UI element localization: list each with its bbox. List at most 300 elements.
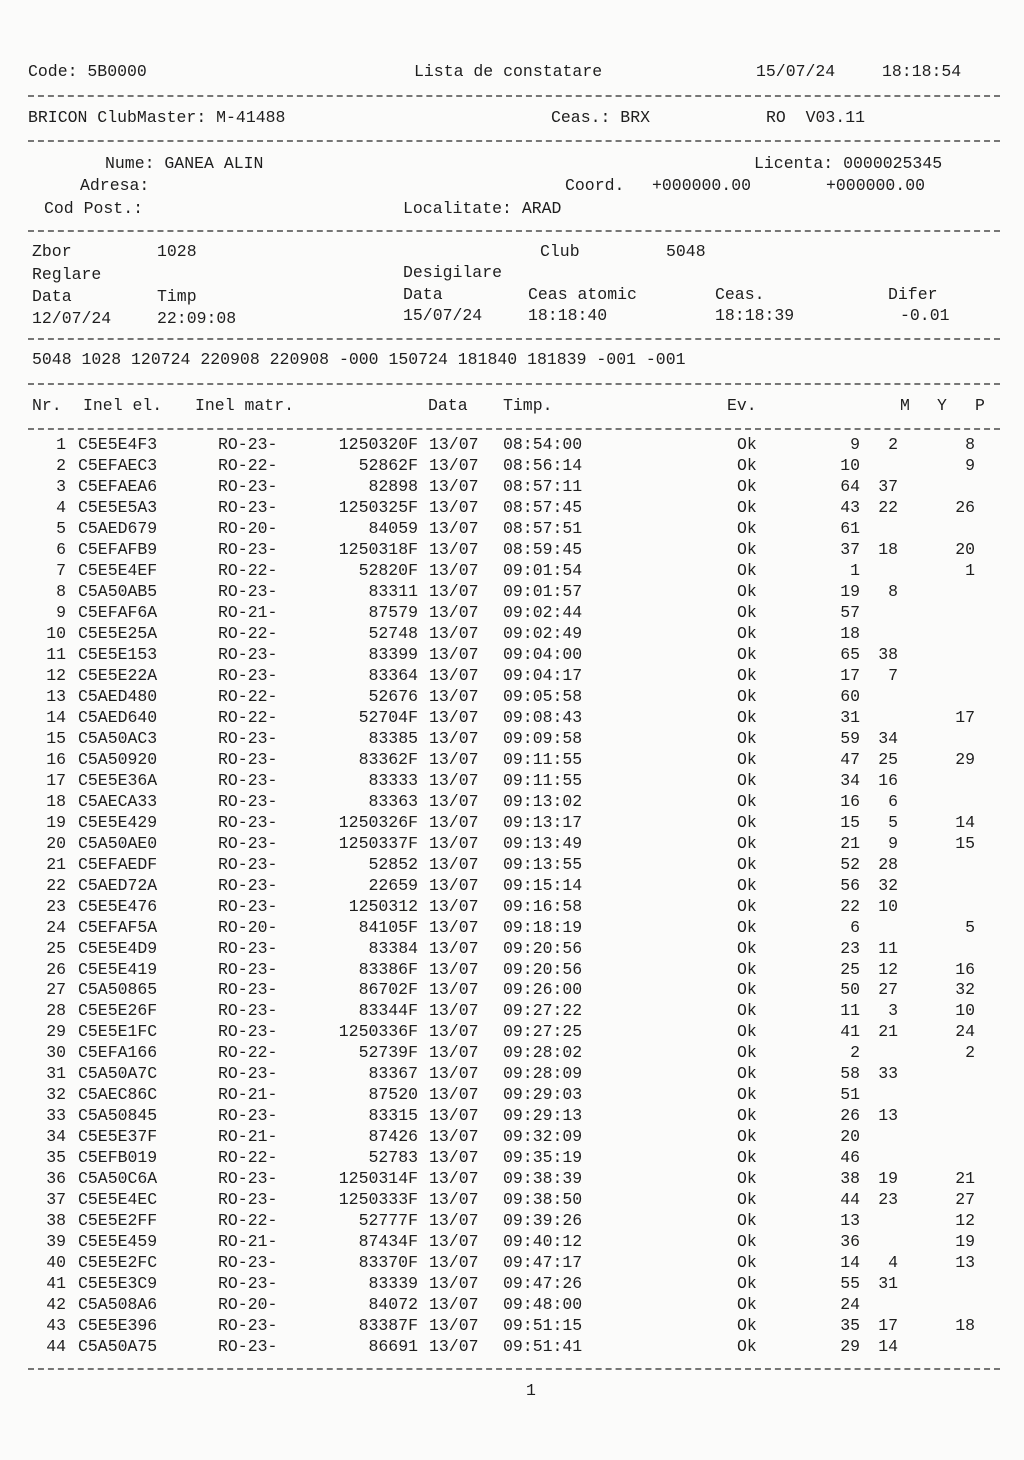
inel-matr-prefix: RO-23- (218, 875, 278, 895)
row-nr: 9 (56, 602, 66, 622)
time: 09:47:17 (503, 1253, 583, 1273)
table-row (0, 834, 1024, 855)
table-row (0, 624, 1024, 645)
inel-matr-number: 1250312 (348, 896, 418, 916)
timp-label: Timp (157, 287, 197, 306)
inel-matr-number: 83315 (368, 1106, 418, 1126)
y-value: 37 (878, 476, 898, 496)
inel-matr-number: 87520 (368, 1085, 418, 1105)
time: 09:27:22 (503, 1001, 583, 1021)
inel-matr-number: 87434F (358, 1232, 418, 1252)
event: Ok (737, 1169, 757, 1189)
time: 09:13:55 (503, 854, 583, 874)
row-nr: 29 (46, 1022, 66, 1042)
inel-el: C5AED640 (78, 707, 158, 727)
event: Ok (737, 980, 757, 1000)
inel-matr-number: 83333 (368, 770, 418, 790)
date: 13/07 (429, 728, 479, 748)
table-row (0, 519, 1024, 540)
divider (28, 230, 1000, 232)
date: 13/07 (429, 959, 479, 979)
inel-matr-number: 22659 (368, 875, 418, 895)
row-nr: 14 (46, 707, 66, 727)
date: 13/07 (429, 896, 479, 916)
inel-el: C5E5E25A (78, 623, 158, 643)
date: 13/07 (429, 1211, 479, 1231)
date: 13/07 (429, 435, 479, 454)
coord-2: +000000.00 (826, 176, 926, 195)
divider (28, 383, 1000, 385)
reglare-data: 12/07/24 (32, 309, 112, 328)
m-value: 23 (840, 938, 860, 958)
time: 09:02:49 (503, 623, 583, 643)
col-ev: Ev. (727, 396, 757, 415)
table-row (0, 1253, 1024, 1274)
row-nr: 20 (46, 833, 66, 853)
date: 13/07 (429, 602, 479, 622)
inel-el: C5A50A75 (78, 1337, 158, 1357)
event: Ok (737, 833, 757, 853)
table-row (0, 477, 1024, 498)
zbor-value: 1028 (157, 242, 197, 261)
p-value: 5 (965, 917, 975, 937)
time: 08:57:51 (503, 518, 583, 538)
inel-el: C5AED480 (78, 686, 158, 706)
inel-matr-prefix: RO-22- (218, 1043, 278, 1063)
m-value: 65 (840, 644, 860, 664)
row-nr: 35 (46, 1148, 66, 1168)
time: 09:40:12 (503, 1232, 583, 1252)
event: Ok (737, 938, 757, 958)
table-row (0, 855, 1024, 876)
event: Ok (737, 1295, 757, 1315)
table-row (0, 876, 1024, 897)
table-row (0, 1043, 1024, 1064)
y-value: 28 (878, 854, 898, 874)
p-value: 1 (965, 560, 975, 580)
p-value: 9 (965, 455, 975, 475)
table-row (0, 813, 1024, 834)
y-value: 22 (878, 497, 898, 517)
club-value: 5048 (666, 242, 706, 261)
inel-el: C5A50845 (78, 1106, 158, 1126)
p-value: 32 (955, 980, 975, 1000)
m-value: 2 (850, 1043, 860, 1063)
clubmaster: BRICON ClubMaster: M-41488 (28, 108, 286, 127)
ceas-label: Ceas. (715, 285, 765, 304)
m-value: 29 (840, 1337, 860, 1357)
row-nr: 40 (46, 1253, 66, 1273)
inel-matr-prefix: RO-23- (218, 959, 278, 979)
y-value: 27 (878, 980, 898, 1000)
date: 13/07 (429, 1190, 479, 1210)
event: Ok (737, 602, 757, 622)
inel-el: C5E5E37F (78, 1127, 158, 1147)
event: Ok (737, 1022, 757, 1042)
time: 09:11:55 (503, 749, 583, 769)
inel-el: C5E5E153 (78, 644, 158, 664)
page-number: 1 (526, 1381, 536, 1400)
row-nr: 31 (46, 1064, 66, 1084)
event: Ok (737, 791, 757, 811)
adresa: Adresa: (80, 176, 150, 195)
date: 13/07 (429, 539, 479, 559)
desigilare-data: 15/07/24 (403, 306, 483, 325)
inel-matr-number: 86691 (368, 1337, 418, 1357)
row-nr: 23 (46, 896, 66, 916)
inel-matr-number: 83363 (368, 791, 418, 811)
divider (28, 95, 1000, 97)
row-nr: 36 (46, 1169, 66, 1189)
table-row (0, 1001, 1024, 1022)
table-row (0, 666, 1024, 687)
cod-post: Cod Post.: (44, 199, 144, 218)
date: 13/07 (429, 812, 479, 832)
event: Ok (737, 1148, 757, 1168)
time: 09:51:41 (503, 1337, 583, 1357)
row-nr: 1 (56, 435, 66, 454)
inel-matr-number: 1250325F (338, 497, 418, 517)
col-inel-matr: Inel matr. (195, 396, 295, 415)
m-value: 43 (840, 497, 860, 517)
m-value: 35 (840, 1316, 860, 1336)
inel-matr-number: 1250326F (338, 812, 418, 832)
time: 08:56:14 (503, 455, 583, 475)
m-value: 46 (840, 1148, 860, 1168)
col-inel-el: Inel el. (83, 396, 163, 415)
inel-matr-prefix: RO-23- (218, 791, 278, 811)
col-y: Y (937, 396, 947, 415)
event: Ok (737, 707, 757, 727)
time: 09:29:03 (503, 1085, 583, 1105)
p-value: 24 (955, 1022, 975, 1042)
m-value: 15 (840, 812, 860, 832)
row-nr: 37 (46, 1190, 66, 1210)
inel-matr-prefix: RO-20- (218, 518, 278, 538)
inel-el: C5E5E4EC (78, 1190, 158, 1210)
date: 13/07 (429, 1064, 479, 1084)
m-value: 44 (840, 1190, 860, 1210)
table-row (0, 498, 1024, 519)
inel-matr-prefix: RO-20- (218, 917, 278, 937)
date: 13/07 (429, 1295, 479, 1315)
inel-el: C5E5E459 (78, 1232, 158, 1252)
inel-el: C5E5E4EF (78, 560, 158, 580)
table-row (0, 1148, 1024, 1169)
p-value: 15 (955, 833, 975, 853)
inel-el: C5EFAEA6 (78, 476, 158, 496)
inel-matr-number: 52748 (368, 623, 418, 643)
inel-matr-prefix: RO-23- (218, 1190, 278, 1210)
date: 13/07 (429, 497, 479, 517)
m-value: 34 (840, 770, 860, 790)
inel-matr-number: 84072 (368, 1295, 418, 1315)
event: Ok (737, 665, 757, 685)
m-value: 52 (840, 854, 860, 874)
inel-el: C5EFA166 (78, 1043, 158, 1063)
m-value: 36 (840, 1232, 860, 1252)
table-row (0, 771, 1024, 792)
inel-matr-number: 83385 (368, 728, 418, 748)
date: 13/07 (429, 980, 479, 1000)
date: 13/07 (429, 1232, 479, 1252)
inel-matr-prefix: RO-23- (218, 1022, 278, 1042)
row-nr: 18 (46, 791, 66, 811)
date: 13/07 (429, 1253, 479, 1273)
inel-el: C5A50920 (78, 749, 158, 769)
table-row (0, 792, 1024, 813)
inel-matr-number: 86702F (358, 980, 418, 1000)
divider (28, 338, 1000, 340)
inel-matr-number: 87426 (368, 1127, 418, 1147)
row-nr: 11 (46, 644, 66, 664)
m-value: 37 (840, 539, 860, 559)
event: Ok (737, 896, 757, 916)
row-nr: 22 (46, 875, 66, 895)
m-value: 19 (840, 581, 860, 601)
m-value: 57 (840, 602, 860, 622)
date: 13/07 (429, 875, 479, 895)
inel-el: C5E5E1FC (78, 1022, 158, 1042)
time: 09:02:44 (503, 602, 583, 622)
m-value: 14 (840, 1253, 860, 1273)
date: 13/07 (429, 1148, 479, 1168)
inel-matr-prefix: RO-22- (218, 455, 278, 475)
row-nr: 13 (46, 686, 66, 706)
y-value: 23 (878, 1190, 898, 1210)
event: Ok (737, 1127, 757, 1147)
event: Ok (737, 1043, 757, 1063)
date: 13/07 (429, 686, 479, 706)
inel-matr-number: 52862F (358, 455, 418, 475)
inel-matr-prefix: RO-20- (218, 1295, 278, 1315)
event: Ok (737, 644, 757, 664)
inel-matr-prefix: RO-23- (218, 1001, 278, 1021)
table-row (0, 1232, 1024, 1253)
col-m: M (900, 396, 910, 415)
y-value: 33 (878, 1064, 898, 1084)
licenta: Licenta: 0000025345 (754, 154, 943, 173)
row-nr: 41 (46, 1274, 66, 1294)
y-value: 4 (888, 1253, 898, 1273)
y-value: 8 (888, 581, 898, 601)
y-value: 13 (878, 1106, 898, 1126)
reglare-label: Reglare (32, 265, 102, 284)
inel-matr-prefix: RO-23- (218, 1337, 278, 1357)
time: 08:57:11 (503, 476, 583, 496)
p-value: 21 (955, 1169, 975, 1189)
p-value: 27 (955, 1190, 975, 1210)
table-row (0, 897, 1024, 918)
p-value: 17 (955, 707, 975, 727)
m-value: 58 (840, 1064, 860, 1084)
time: 09:13:17 (503, 812, 583, 832)
inel-matr-number: 82898 (368, 476, 418, 496)
version: RO V03.11 (766, 108, 866, 127)
inel-el: C5E5E2FC (78, 1253, 158, 1273)
table-row (0, 939, 1024, 960)
m-value: 47 (840, 749, 860, 769)
table-row (0, 435, 1024, 456)
inel-matr-prefix: RO-22- (218, 686, 278, 706)
inel-el: C5EFAF6A (78, 602, 158, 622)
m-value: 50 (840, 980, 860, 1000)
y-value: 14 (878, 1337, 898, 1357)
event: Ok (737, 749, 757, 769)
date: 13/07 (429, 1001, 479, 1021)
time: 09:26:00 (503, 980, 583, 1000)
row-nr: 21 (46, 854, 66, 874)
p-value: 13 (955, 1253, 975, 1273)
date: 13/07 (429, 560, 479, 580)
inel-matr-number: 52852 (368, 854, 418, 874)
date: 13/07 (429, 707, 479, 727)
y-value: 10 (878, 896, 898, 916)
inel-matr-number: 1250320F (338, 435, 418, 454)
inel-el: C5E5E396 (78, 1316, 158, 1336)
date: 13/07 (429, 1316, 479, 1336)
row-nr: 8 (56, 581, 66, 601)
table-row (0, 918, 1024, 939)
time: 09:08:43 (503, 707, 583, 727)
m-value: 38 (840, 1169, 860, 1189)
inel-el: C5A50865 (78, 980, 158, 1000)
p-value: 8 (965, 435, 975, 454)
table-row (0, 582, 1024, 603)
date: 13/07 (429, 1043, 479, 1063)
date: 13/07 (429, 854, 479, 874)
y-value: 19 (878, 1169, 898, 1189)
m-value: 55 (840, 1274, 860, 1294)
time: 09:01:57 (503, 581, 583, 601)
time: 09:38:50 (503, 1190, 583, 1210)
y-value: 9 (888, 833, 898, 853)
table-row (0, 1022, 1024, 1043)
table-row (0, 687, 1024, 708)
m-value: 9 (850, 435, 860, 454)
inel-matr-number: 83344F (358, 1001, 418, 1021)
time: 09:32:09 (503, 1127, 583, 1147)
table-row (0, 708, 1024, 729)
inel-matr-prefix: RO-23- (218, 1253, 278, 1273)
event: Ok (737, 770, 757, 790)
time: 09:11:55 (503, 770, 583, 790)
date: 13/07 (429, 476, 479, 496)
divider (28, 428, 1000, 430)
inel-el: C5A50AB5 (78, 581, 158, 601)
y-value: 32 (878, 875, 898, 895)
y-value: 2 (888, 435, 898, 454)
table-row (0, 456, 1024, 477)
inel-matr-prefix: RO-22- (218, 623, 278, 643)
table-row (0, 1337, 1024, 1358)
row-nr: 25 (46, 938, 66, 958)
event: Ok (737, 497, 757, 517)
inel-matr-prefix: RO-22- (218, 560, 278, 580)
row-nr: 38 (46, 1211, 66, 1231)
y-value: 5 (888, 812, 898, 832)
col-timp: Timp. (503, 396, 553, 415)
time: 09:27:25 (503, 1022, 583, 1042)
date: 13/07 (429, 644, 479, 664)
event: Ok (737, 1106, 757, 1126)
inel-el: C5E5E476 (78, 896, 158, 916)
time: 09:15:14 (503, 875, 583, 895)
inel-el: C5A50AC3 (78, 728, 158, 748)
inel-matr-prefix: RO-23- (218, 896, 278, 916)
inel-matr-prefix: RO-22- (218, 1148, 278, 1168)
event: Ok (737, 854, 757, 874)
date: 13/07 (429, 581, 479, 601)
time: 09:35:19 (503, 1148, 583, 1168)
inel-matr-prefix: RO-23- (218, 938, 278, 958)
table-row (0, 1106, 1024, 1127)
event: Ok (737, 1001, 757, 1021)
time: 09:09:58 (503, 728, 583, 748)
report-date: 15/07/24 (756, 62, 836, 81)
m-value: 18 (840, 623, 860, 643)
m-value: 11 (840, 1001, 860, 1021)
date: 13/07 (429, 1274, 479, 1294)
table-row (0, 1064, 1024, 1085)
date: 13/07 (429, 749, 479, 769)
inel-matr-number: 1250333F (338, 1190, 418, 1210)
localitate: Localitate: ARAD (403, 199, 562, 218)
table-row (0, 729, 1024, 750)
inel-matr-prefix: RO-23- (218, 833, 278, 853)
m-value: 61 (840, 518, 860, 538)
m-value: 20 (840, 1127, 860, 1147)
inel-matr-prefix: RO-21- (218, 602, 278, 622)
y-value: 25 (878, 749, 898, 769)
inel-matr-number: 83399 (368, 644, 418, 664)
inel-matr-prefix: RO-23- (218, 749, 278, 769)
club-label: Club (540, 242, 580, 261)
inel-matr-prefix: RO-23- (218, 854, 278, 874)
time: 09:51:15 (503, 1316, 583, 1336)
time: 08:54:00 (503, 435, 583, 454)
row-nr: 17 (46, 770, 66, 790)
date: 13/07 (429, 1022, 479, 1042)
p-value: 10 (955, 1001, 975, 1021)
event: Ok (737, 1316, 757, 1336)
inel-matr-prefix: RO-21- (218, 1127, 278, 1147)
owner-name: Nume: GANEA ALIN (105, 154, 264, 173)
inel-matr-prefix: RO-23- (218, 665, 278, 685)
row-nr: 44 (46, 1337, 66, 1357)
p-value: 2 (965, 1043, 975, 1063)
p-value: 18 (955, 1316, 975, 1336)
table-row (0, 960, 1024, 981)
time: 09:28:09 (503, 1064, 583, 1084)
m-value: 24 (840, 1295, 860, 1315)
inel-el: C5A508A6 (78, 1295, 158, 1315)
inel-matr-prefix: RO-22- (218, 707, 278, 727)
m-value: 22 (840, 896, 860, 916)
event: Ok (737, 1190, 757, 1210)
event: Ok (737, 623, 757, 643)
time: 08:57:45 (503, 497, 583, 517)
event: Ok (737, 1274, 757, 1294)
inel-matr-prefix: RO-21- (218, 1232, 278, 1252)
time: 09:16:58 (503, 896, 583, 916)
inel-matr-number: 83311 (368, 581, 418, 601)
code: Code: 5B0000 (28, 62, 147, 81)
m-value: 31 (840, 707, 860, 727)
inel-el: C5E5E36A (78, 770, 158, 790)
inel-el: C5E5E4D9 (78, 938, 158, 958)
event: Ok (737, 539, 757, 559)
